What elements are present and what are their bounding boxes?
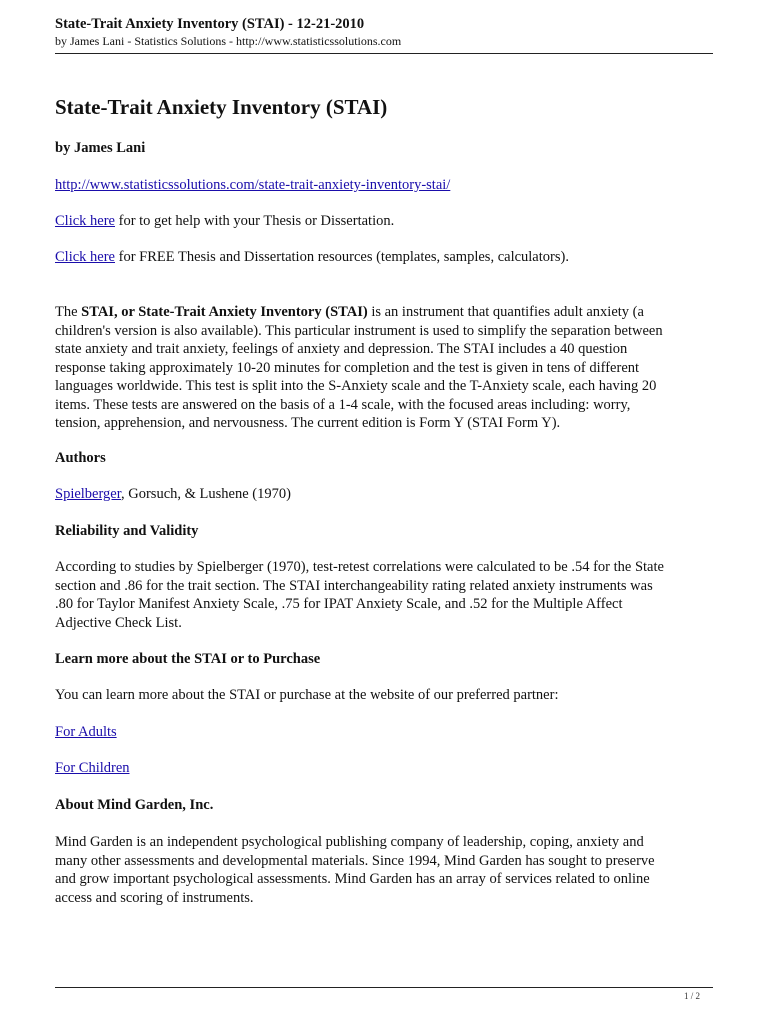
intro-line: children's version is also available). This particular instrument is used to simplify the separation between [55,322,663,339]
for-children-link[interactable]: For Children [55,760,130,776]
article-url-link[interactable]: http://www.statisticssolutions.com/state-trait-anxiety-inventory-stai/ [55,177,451,193]
reliability-heading: Reliability and Validity [55,523,199,539]
page-number: 1 / 2 [683,991,700,1001]
free-resources-text: for FREE Thesis and Dissertation resources (templates, samples, calculators). [115,249,569,265]
footer-divider [55,987,713,988]
thesis-help-link[interactable]: Click here [55,213,115,229]
free-resources-link[interactable]: Click here [55,249,115,265]
mind-garden-line: access and scoring of instruments. [55,889,254,906]
reliability-line: According to studies by Spielberger (1970), test-retest correlations were calculated to be .54 for the State [55,559,664,575]
reliability-paragraph [55,558,713,632]
for-adults-paragraph [55,723,713,742]
authors-paragraph [55,485,713,504]
learn-more-heading: Learn more about the STAI or to Purchase [55,651,321,667]
mind-garden-line: many other assessments and developmental materials. Since 1994, Mind Garden has sought to preserve [55,852,655,869]
free-resources-paragraph [55,248,713,267]
reliability-line: section and .86 for the trait section. The STAI interchangeability rating related anxiety instruments was [55,577,653,594]
reliability-line: .80 for Taylor Manifest Anxiety Scale, .75 for IPAT Anxiety Scale, and .52 for the Multiple Affect [55,596,623,612]
mind-garden-line: Mind Garden is an independent psychological publishing company of leadership, coping, anxiety and [55,834,644,850]
intro-line: state anxiety and trait anxiety, feelings of anxiety and depression. The STAI includes a 40 question [55,341,628,357]
article-url-paragraph [55,176,713,195]
for-adults-link[interactable]: For Adults [55,724,117,740]
intro-line-text: is an instrument that quantifies adult anxiety (a [367,304,644,320]
intro-line: languages worldwide. This test is split into the S-Anxiety scale and the T-Anxiety scale, each having 20 [55,378,657,394]
header-subtitle: by James Lani - Statistics Solutions - http://www.statisticssolutions.com [55,34,402,48]
authors-heading: Authors [55,450,106,466]
mind-garden-heading: About Mind Garden, Inc. [55,797,214,813]
authors-text: , Gorsuch, & Lushene (1970) [121,486,291,502]
thesis-help-text: for to get help with your Thesis or Dissertation. [115,213,395,229]
intro-lead: The [55,304,82,320]
intro-line: tension, apprehension, and nervousness. The current edition is Form Y (STAI Form Y). [55,415,561,431]
for-children-paragraph [55,759,713,778]
byline: by James Lani [55,140,146,156]
page-title: State-Trait Anxiety Inventory (STAI) [55,95,388,119]
header-divider [55,53,713,54]
intro-line: items. These tests are answered on the basis of a 1-4 scale, with the focused areas including: worry, [55,396,631,413]
mind-garden-paragraph [55,833,713,907]
learn-more-paragraph: You can learn more about the STAI or purchase at the website of our preferred partner: [55,687,559,703]
intro-line [55,303,713,322]
spielberger-link[interactable]: Spielberger [55,486,121,502]
intro-bold: STAI, or State-Trait Anxiety Inventory (STAI) [81,304,368,320]
intro-line: response taking approximately 10-20 minutes for completion and the test is given in tens of different [55,359,640,376]
intro-paragraph [55,303,713,433]
header-title: State-Trait Anxiety Inventory (STAI) - 12-21-2010 [55,16,365,32]
reliability-line: Adjective Check List. [55,614,182,631]
mind-garden-line: and grow important psychological assessments. Mind Garden has an array of services related to online [55,871,650,887]
thesis-help-paragraph [55,212,713,231]
